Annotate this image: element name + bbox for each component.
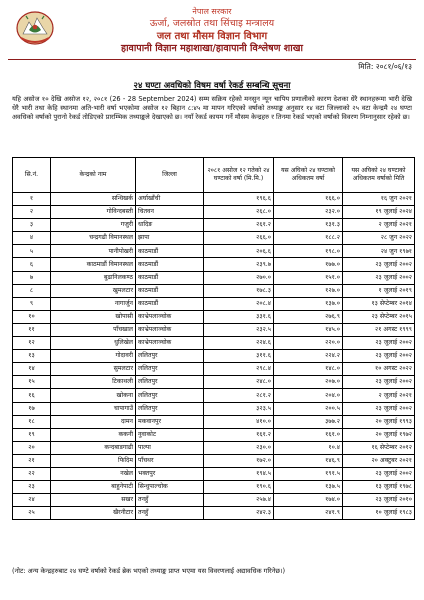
sn-cell: १९ [13,428,51,441]
rainfall-cell: २०८.४ [204,297,274,310]
table-row [13,350,415,363]
table-row [13,284,415,297]
division-name: हावापानी विज्ञान महाशाखा/हावापानी विश्लेषण शाखा [121,43,303,54]
previous-date-cell: २० जुलाई १९७२ [343,428,415,441]
header-district: जिल्ला [136,158,204,193]
station-cell: पानीपोखरी [51,245,136,258]
previous-max-cell: १४५.० [274,323,343,336]
rainfall-cell: २६६.० [204,232,274,245]
header-divider [8,59,416,60]
previous-max-cell: १९८.० [274,245,343,258]
previous-date-cell: २३ जुलाई २००२ [343,350,415,363]
table-row [13,507,415,520]
station-cell: गोविन्दबस्ती [51,206,136,219]
table-row [13,441,415,454]
table-row [13,467,415,480]
rainfall-cell: २६१.२ [204,219,274,232]
table-row [13,271,415,284]
district-cell: झापा [136,232,204,245]
ministry-name: ऊर्जा, जलस्रोत तथा सिंचाइ मन्त्रालय [149,18,275,29]
previous-date-cell: २१ अगस्ट १९९९ [343,323,415,336]
station-cell: चापागाउँ [51,402,136,415]
district-cell: भक्तपुर [136,467,204,480]
station-cell: खोपासी [51,310,136,323]
previous-date-cell: २३ जुलाई २००२ [343,337,415,350]
sn-cell: १४ [13,363,51,376]
footnote: (नोट: अन्य केन्द्रहरुबाट २४ घण्टे वर्षाको रेकर्ड ब्रेक भएको तथ्याङ्क प्राप्त भएमा यस विवरणलाई अद्यावधिक गरिनेछ।) [12,567,286,575]
previous-date-cell: १० अगस्ट २०२२ [343,363,415,376]
district-cell: ललितपुर [136,389,204,402]
previous-date-cell: १३ सेप्टेम्बर २०१४ [343,297,415,310]
previous-date-cell: २० अक्टुबर २०२१ [343,454,415,467]
district-cell: चितवन [136,206,204,219]
rainfall-cell: १६१.२ [204,428,274,441]
sn-cell: ७ [13,271,51,284]
previous-date-cell: २३ सेप्टेम्बर २०१५ [343,310,415,323]
sn-cell: ५ [13,245,51,258]
sn-cell: १२ [13,337,51,350]
previous-max-cell: २७६.९ [274,310,343,323]
previous-max-cell: १३७.५ [274,481,343,494]
previous-date-cell: १६ सेप्टेम्बर २०१२ [343,441,415,454]
district-cell: काभ्रेपलाञ्चोक [136,310,204,323]
district-cell: काठमाडौं [136,284,204,297]
previous-max-cell: १३७.० [274,297,343,310]
rainfall-cell: १७२.० [204,454,274,467]
district-cell: पाल्पा [136,441,204,454]
station-cell: सन्धिखर्क [51,193,136,206]
sn-cell: २ [13,206,51,219]
district-cell: काठमाडौं [136,258,204,271]
rainfall-cell: ४१०.० [204,415,274,428]
table-row [13,494,415,507]
station-cell: फिदिम [51,454,136,467]
rainfall-cell: २७०.० [204,271,274,284]
table-row [13,481,415,494]
previous-date-cell: २ जुलाई २०२१ [343,219,415,232]
station-cell: गोदावरी [51,350,136,363]
station-cell: खैरनीटार [51,507,136,520]
table-row [13,258,415,271]
notice-paragraph: यहि असोज १० देखि असोज १२, २०८१ (26 - 28 September 2024) सम्म सक्रिय रहेको मनसुन न्यून चापिय प्रणालीको कारण देशका धेरै स्थानहरूमा भारी देखि धेरै भारी तथा केहि स्थानमा अति-भारी वर्षा भएकोमा असोज १२ बिहान ८:४५ मा मापन गरिएको वर्षाको तथ्याङ्क अनुसार १४ वटा जिल्लाको २५ वटा केन्द्रमै २४ घण्टा अवधिको वर्षाको पुरानो रेकर्ड तोडिएको प्रारम्भिक तथ्याङ्कले देखाएको छ। नयाँ रेकर्ड कायम गर्ने मौसम केन्द्रहरु र तिनमा रेकर्ड भएको वर्षाको विवरण निम्नानुसार रहेको छ। [12,95,412,121]
govt-name: नेपाल सरकार [192,7,232,16]
previous-date-cell: २३ जुलाई २००२ [343,271,415,284]
sn-cell: ६ [13,258,51,271]
sn-cell: २० [13,441,51,454]
station-cell: सखर [51,494,136,507]
header-previous-max-date: यस अघिको २४ घण्टाको अधिकतम वर्षाको मिति [343,158,415,193]
previous-max-cell: १५१.० [274,271,343,284]
table-row [13,363,415,376]
sn-cell: १६ [13,389,51,402]
previous-max-cell: १२७.० [274,284,343,297]
rainfall-cell: २२४.६ [204,337,274,350]
table-row [13,219,415,232]
previous-date-cell: २८ जुन २०२२ [343,232,415,245]
station-cell: खुमलटार [51,284,136,297]
table-row [13,454,415,467]
table-row [13,193,415,206]
station-cell: खोकना [51,389,136,402]
previous-max-cell: २४१.९ [274,507,343,520]
table-row [13,245,415,258]
sn-cell: १८ [13,415,51,428]
district-cell: काठमाडौं [136,297,204,310]
rainfall-cell: २३२.५ [204,323,274,336]
rainfall-cell: २३९.७ [204,258,274,271]
sn-cell: १५ [13,376,51,389]
previous-max-cell: १९१.५ [274,467,343,480]
previous-max-cell: २०७.० [274,376,343,389]
station-cell: ककनी [51,428,136,441]
station-cell: सुमलटार [51,363,136,376]
previous-date-cell: २३ जुलाई २००२ [343,376,415,389]
previous-date-cell: १३ जुलाई १९७८ [343,481,415,494]
previous-date-cell: २० जुलाई १९९३ [343,415,415,428]
station-cell: गजुरी [51,219,136,232]
table-row [13,310,415,323]
table-row [13,206,415,219]
table-row [13,232,415,245]
previous-date-cell: २३ जुलाई २००२ [343,402,415,415]
rainfall-cell: ३३१.६ [204,310,274,323]
rainfall-record-table [12,157,415,520]
previous-max-cell: १६६.० [274,193,343,206]
header-rainfall-today: २०८१ असोज १२ गतेको २४ घण्टाको वर्षा (मि.मि.) [204,158,274,193]
sn-cell: १३ [13,350,51,363]
sn-cell: ११ [13,323,51,336]
station-cell: धुलिखेल [51,337,136,350]
sn-cell: २४ [13,494,51,507]
station-cell: चन्द्रगढी विमानस्थल [51,232,136,245]
station-cell: नागार्जुन [51,297,136,310]
station-cell: नखेल [51,467,136,480]
rainfall-cell: ३२३.५ [204,402,274,415]
district-cell: ललितपुर [136,402,204,415]
rainfall-cell: २६८.० [204,206,274,219]
previous-date-cell: २४ जुन १९७१ [343,245,415,258]
previous-max-cell: १८८.२ [274,232,343,245]
table-row [13,389,415,402]
header-sn: सि.नं. [13,158,51,193]
previous-date-cell: १० जुलाई १९८३ [343,507,415,520]
previous-date-cell: १६ जुन २०२१ [343,193,415,206]
rainfall-cell: १९६.६ [204,193,274,206]
previous-max-cell: ३७७.२ [274,415,343,428]
district-cell: ललितपुर [136,363,204,376]
previous-date-cell: १९ जुलाई २०२४ [343,206,415,219]
station-cell: बाहुनेपाटी [51,481,136,494]
sn-cell: २२ [13,467,51,480]
rainfall-cell: १९४.५ [204,467,274,480]
district-cell: मकवानपुर [136,415,204,428]
rainfall-cell: २४८.० [204,376,274,389]
district-cell: अर्घाखाँची [136,193,204,206]
district-cell: काठमाडौं [136,245,204,258]
previous-max-cell: १०.४ [274,441,343,454]
rainfall-cell: २८१.२ [204,389,274,402]
rainfall-cell: २५७.४ [204,494,274,507]
district-cell: काभ्रेपलाञ्चोक [136,337,204,350]
district-cell: काठमाडौं [136,271,204,284]
previous-date-cell: १ जुलाई २०१९ [343,284,415,297]
previous-date-cell: २३ जुलाई २००२ [343,467,415,480]
previous-max-cell: २३२.० [274,206,343,219]
table-row [13,337,415,350]
rainfall-cell: ३११.६ [204,350,274,363]
previous-max-cell: १४८.० [274,363,343,376]
district-cell: नुवाकोट [136,428,204,441]
sn-cell: १७ [13,402,51,415]
rainfall-cell: २४२.३ [204,507,274,520]
previous-max-cell: १६१.० [274,428,343,441]
previous-max-cell: २००.५ [274,402,343,415]
rainfall-cell: २३०.० [204,441,274,454]
previous-max-cell: १७७.० [274,258,343,271]
table-row [13,415,415,428]
previous-max-cell: २०४.० [274,389,343,402]
previous-date-cell: २३ जुलाई २०१० [343,494,415,507]
district-cell: धादिङ [136,219,204,232]
table-header-row [13,158,415,193]
header-previous-max: यस अघिको २४ घण्टाको अधिकतम वर्षा [274,158,343,193]
district-cell: तनहुँ [136,494,204,507]
sn-cell: २१ [13,454,51,467]
rainfall-cell: १९०.६ [204,481,274,494]
station-cell: दामन [51,415,136,428]
rainfall-cell: २९८.४ [204,363,274,376]
station-cell: कन्दबाडगाढी [51,441,136,454]
station-cell: बुढानिलकण्ठ [51,271,136,284]
sn-cell: ९ [13,297,51,310]
district-cell: ललितपुर [136,350,204,363]
station-cell: काठमाडौं विमानस्थल [51,258,136,271]
station-cell: टिकाथली [51,376,136,389]
sn-cell: १ [13,193,51,206]
previous-max-cell: १७४.० [274,494,343,507]
sn-cell: २५ [13,507,51,520]
header-station: केन्द्रको नाम [51,158,136,193]
notice-title: २४ घण्टा अवधिको विषम वर्षा रेकर्ड सम्बन्धि सूचना [133,81,291,91]
previous-max-cell: २२०.० [274,337,343,350]
district-cell: तनहुँ [136,507,204,520]
rainfall-cell: १७८.३ [204,284,274,297]
rainfall-cell: २०६.६ [204,245,274,258]
district-cell: पाँचथर [136,454,204,467]
district-cell: काभ्रेपलाञ्चोक [136,323,204,336]
sn-cell: ४ [13,232,51,245]
table-row [13,323,415,336]
previous-max-cell: १४६.९ [274,454,343,467]
sn-cell: ३ [13,219,51,232]
previous-max-cell: २२४.२ [274,350,343,363]
department-name: जल तथा मौसम विज्ञान विभाग [156,31,268,42]
sn-cell: १० [13,310,51,323]
district-cell: ललितपुर [136,376,204,389]
table-row [13,428,415,441]
previous-date-cell: २ जुलाई २०२१ [343,389,415,402]
table-row [13,297,415,310]
district-cell: सिन्धुपाल्चोक [136,481,204,494]
letterhead [0,4,424,58]
sn-cell: ८ [13,284,51,297]
table-row [13,376,415,389]
table-row [13,402,415,415]
previous-max-cell: १३१.३ [274,219,343,232]
station-cell: पाँचखाल [51,323,136,336]
notice-date: मिति: २०८१/०६/१३ [358,62,412,71]
previous-date-cell: २३ जुलाई २००२ [343,258,415,271]
sn-cell: २३ [13,481,51,494]
